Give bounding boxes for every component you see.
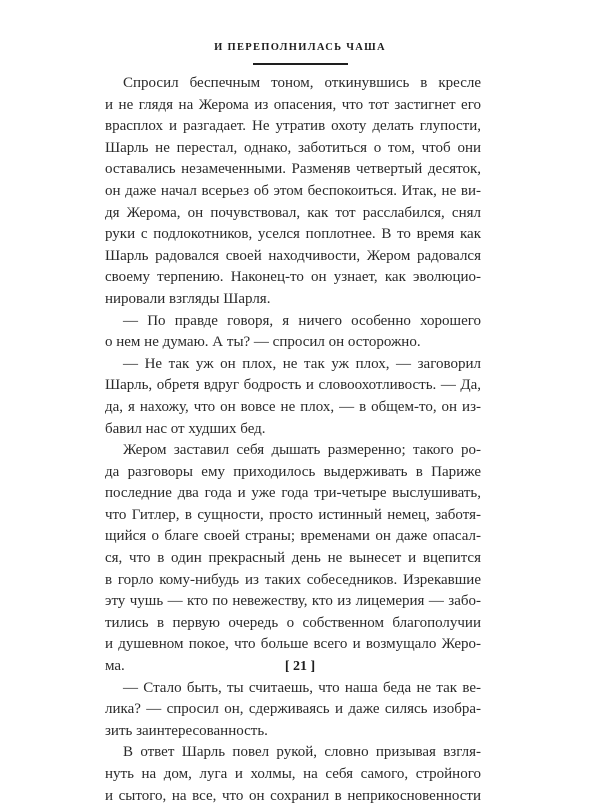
text-line: последние два года и уже года три-четыре выслушивать, (105, 485, 481, 502)
text-line: — Стало быть, ты считаешь, что наша беда не так ве- (123, 679, 481, 696)
running-title: И ПЕРЕПОЛНИЛАСЬ ЧАША (214, 42, 386, 53)
text-line: Шарль, обретя вдруг бодрость и словоохотливость. — Да, (105, 377, 481, 394)
text-line: — По правде говоря, я ничего особенно хорошего (123, 312, 481, 329)
page-number: [ 21 ] (284, 659, 316, 674)
text-line: и душевном покое, что больше всего и возмущало Жеро- (105, 636, 481, 653)
text-line: тились в первую очередь о собственном благополучии (105, 614, 481, 631)
text-line: оставались незамеченными. Разменяв четвертый десяток, (105, 161, 481, 178)
text-line: — Не так уж он плох, не так уж плох, — заговорил (123, 355, 481, 372)
text-line: Шарль радовался своей находчивости, Жером радовался (105, 247, 481, 264)
text-line: зить заинтересованность. (105, 722, 268, 739)
text-line: нуть на дом, луга и холмы, на себя самого, стройного (105, 766, 481, 782)
text-line: руки с подлокотников, уселся поплотнее. В то время как (105, 226, 481, 243)
text-line: в горло кому-нибудь из таких собеседников. Изрекавшие (105, 571, 481, 588)
text-line: бавил нас от худших бед. (105, 420, 266, 437)
text-line: о нем не думаю. А ты? — спросил он осторожно. (105, 334, 421, 351)
text-line: он даже начал всерьез об этом беспокоиться. Итак, не ви- (105, 182, 481, 199)
text-line: ся, что в один прекрасный день не вынесет и вцепится (105, 550, 481, 567)
text-line: ма. (105, 658, 125, 675)
text-line: и не глядя на Жерома из опасения, что тот застигнет его (105, 96, 481, 113)
text-line: Жером заставил себя дышать размеренно; такого ро- (123, 442, 481, 459)
text-line: нировали взгляды Шарля. (105, 290, 271, 307)
text-line: дя Жерома, он почувствовал, как тот расслабился, снял (105, 204, 481, 221)
page-text (105, 73, 481, 807)
text-line: да разговоры ему приходилось выдерживать в Париже (105, 463, 481, 480)
text-line: лика? — спросил он, сдерживаясь и даже силясь изобра- (105, 701, 481, 718)
text-line: щийся о благе своей страны; временами он даже опасал- (105, 528, 481, 545)
text-line: Шарль не перестал, однако, заботиться о том, чтоб они (105, 139, 481, 156)
text-line: что Гитлер, в сущности, просто истинный немец, заботя- (105, 506, 481, 523)
text-line: эту чушь — кто по невежеству, кто из лицемерия — забо- (105, 593, 481, 610)
text-line: В ответ Шарль повел рукой, словно призывая взгля- (123, 744, 481, 761)
text-line: и сытого, на все, что он сохранил в неприкосновенности (105, 787, 481, 804)
text-line: врасплох и разгадает. Не утратив охоту делать глупости, (105, 118, 481, 135)
text-line: своему терпению. Наконец-то он узнает, как эволюцио- (105, 269, 481, 286)
header-rule (253, 63, 348, 65)
text-line: да, я нахожу, что он вовсе не плох, — в общем-то, он из- (105, 398, 481, 415)
text-line: Спросил беспечным тоном, откинувшись в кресле (123, 75, 481, 91)
